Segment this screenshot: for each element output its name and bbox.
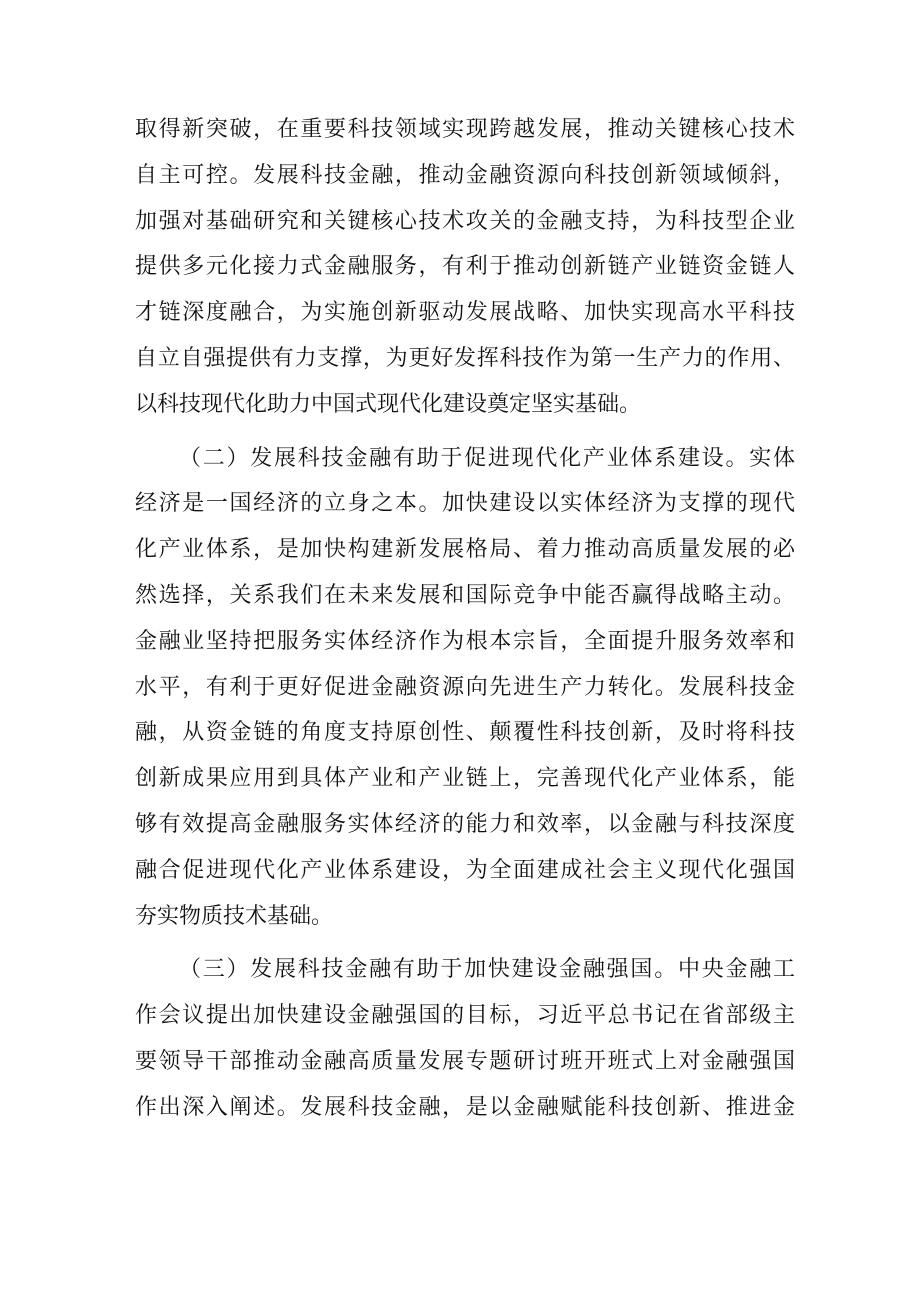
paragraph-line: 自主可控。发展科技金融，推动金融资源向科技创新领域倾斜， <box>135 162 795 188</box>
paragraph-line: （二）发展科技金融有助于促进现代化产业体系建设。实体 <box>179 445 795 471</box>
paragraph-gap <box>135 939 795 947</box>
paragraph-line: 融，从资金链的角度支持原创性、颠覆性科技创新，及时将科技 <box>135 720 795 746</box>
paragraph-line: 加强对基础研究和关键核心技术攻关的金融支持，为科技型企业 <box>135 208 795 234</box>
paragraph-line: 然选择，关系我们在未来发展和国际竞争中能否赢得战略主动。 <box>135 582 795 608</box>
paragraph-line: 作会议提出加快建设金融强国的目标，习近平总书记在省部级主 <box>135 1003 795 1029</box>
paragraph-line: （三）发展科技金融有助于加快建设金融强国。中央金融工 <box>179 957 795 983</box>
paragraph-line: 取得新突破，在重要科技领域实现跨越发展，推动关键核心技术 <box>135 117 795 142</box>
document-body <box>135 107 795 1131</box>
paragraph-line: 以科技现代化助力中国式现代化建设奠定坚实基础。 <box>135 391 642 417</box>
paragraph-line: 融合促进现代化产业体系建设，为全面建成社会主义现代化强国 <box>135 857 795 883</box>
paragraph-line: 化产业体系，是加快构建新发展格局、着力推动高质量发展的必 <box>135 537 795 563</box>
paragraph-line: 自立自强提供有力支撑，为更好发挥科技作为第一生产力的作用、 <box>135 345 795 371</box>
paragraph-line: 作出深入阐述。发展科技金融，是以金融赋能科技创新、推进金 <box>135 1094 795 1120</box>
paragraph-gap <box>135 428 795 436</box>
paragraph-line: 经济是一国经济的立身之本。加快建设以实体经济为支撑的现代 <box>135 491 795 517</box>
paragraph-line: 水平，有利于更好促进金融资源向先进生产力转化。发展科技金 <box>135 674 795 700</box>
paragraph-line: 才链深度融合，为实施创新驱动发展战略、加快实现高水平科技 <box>135 300 795 326</box>
paragraph-3 <box>135 947 795 1130</box>
paragraph-line: 夯实物质技术基础。 <box>135 903 334 929</box>
paragraph-line: 提供多元化接力式金融服务，有利于推动创新链产业链资金链人 <box>135 254 795 280</box>
paragraph-line: 要领导干部推动金融高质量发展专题研讨班开班式上对金融强国 <box>135 1048 795 1074</box>
paragraph-line: 创新成果应用到具体产业和产业链上，完善现代化产业体系，能 <box>135 766 795 792</box>
paragraph-line: 金融业坚持把服务实体经济作为根本宗旨，全面提升服务效率和 <box>135 628 795 654</box>
paragraph-line: 够有效提高金融服务实体经济的能力和效率，以金融与科技深度 <box>135 811 795 837</box>
paragraph-2 <box>135 436 795 940</box>
paragraph-1 <box>135 107 795 428</box>
